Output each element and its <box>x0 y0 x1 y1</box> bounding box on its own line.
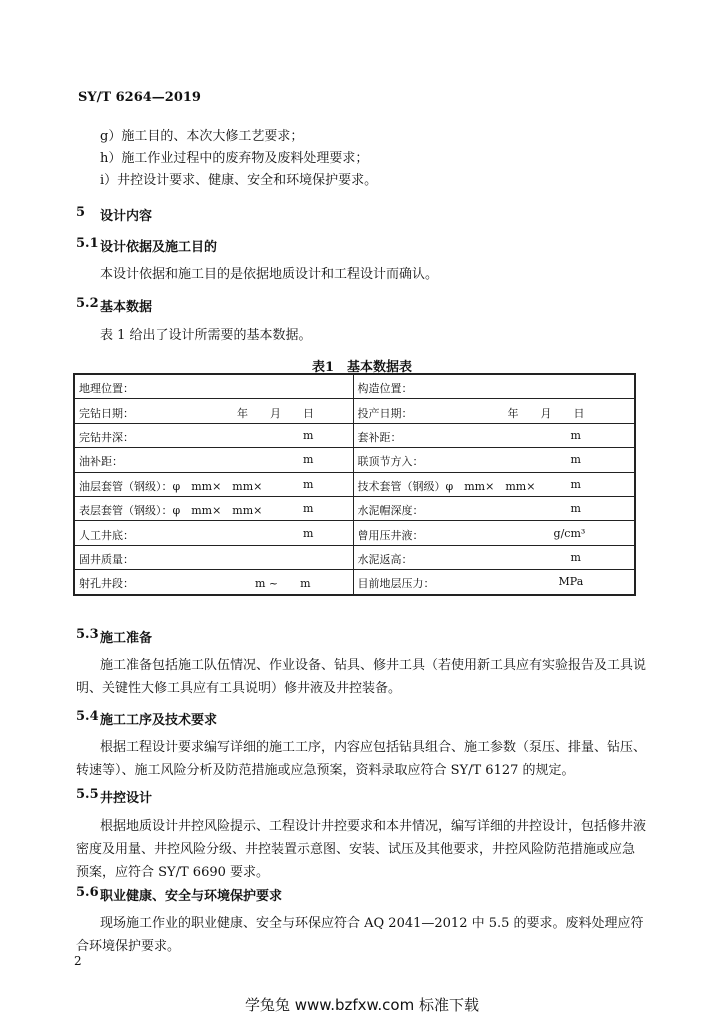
section-5-5-number: 5.5 <box>76 787 99 802</box>
section-5-1-number: 5.1 <box>76 236 99 251</box>
left-cell <box>74 570 353 595</box>
left-cell-unit: m <box>303 477 314 491</box>
left-cell-unit: m <box>303 502 314 516</box>
list-item-h: h）施工作业过程中的废弃物及废料处理要求； <box>100 151 369 166</box>
page-number: 2 <box>74 954 82 968</box>
left-cell <box>74 374 353 399</box>
right-cell-unit: MPa <box>558 575 584 589</box>
left-cell-label: 完钻日期： <box>79 406 134 420</box>
section-5-5-title: 井控设计 <box>100 791 153 806</box>
section-5-5-body: 根据地质设计井控风险提示、工程设计井控要求和本井情况，编写详细的井控设计，包括修井液密度及用量、井控风险分级、井控装置示意图、安装、试压及其他要求，井控风险防范措施或应急预案，应符合 SY/T 6690 要求。 <box>76 819 647 880</box>
right-cell <box>353 521 635 545</box>
section-5-6-body: 现场施工作业的职业健康、安全与环保应符合 AQ 2041—2012 中 5.5 的要求。废料处理应符合环境保护要求。 <box>76 916 644 954</box>
left-cell-label: 射孔井段： <box>79 577 134 591</box>
section-5-2-number: 5.2 <box>76 296 99 311</box>
table-row <box>74 570 635 595</box>
right-cell-label: 技术套管（钢级）φ mm× mm× <box>357 479 536 493</box>
right-cell-unit: m <box>570 477 581 491</box>
right-cell <box>353 423 635 447</box>
right-cell-unit: 年 月 日 <box>507 406 585 420</box>
list-item-g: g）施工目的、本次大修工艺要求； <box>100 129 304 144</box>
left-cell <box>74 399 353 423</box>
table-row <box>74 545 635 569</box>
right-cell <box>353 570 635 595</box>
left-cell <box>74 423 353 447</box>
right-cell <box>353 374 635 399</box>
right-cell-label: 水泥帽深度： <box>357 504 424 518</box>
table-row <box>74 448 635 472</box>
table-row <box>74 399 635 423</box>
left-cell-unit: m <box>303 453 314 467</box>
section-5-number: 5 <box>76 205 86 220</box>
right-cell-unit: m <box>570 428 581 442</box>
section-5-3-number: 5.3 <box>76 627 99 642</box>
right-cell-label: 投产日期： <box>357 406 413 420</box>
table-row <box>74 423 635 447</box>
right-cell-label: 构造位置： <box>357 382 413 396</box>
left-cell-label: 完钻井深： <box>79 430 134 444</box>
left-cell <box>74 448 353 472</box>
section-5-2-body: 表 1 给出了设计所需要的基本数据。 <box>100 328 312 343</box>
left-cell-label: 地理位置： <box>79 382 134 396</box>
left-cell-unit: m ~ m <box>255 577 311 591</box>
section-5-6-title: 职业健康、安全与环境保护要求 <box>100 889 283 904</box>
right-cell <box>353 496 635 520</box>
left-cell-unit: m <box>303 428 314 442</box>
section-5-3-body: 施工准备包括施工队伍情况、作业设备、钻具、修井工具（若使用新工具应有实验报告及工具说明、关键性大修工具应有工具说明）修井液及井控装备。 <box>76 658 647 696</box>
right-cell-unit: g/cm³ <box>553 526 586 540</box>
right-cell <box>353 399 635 423</box>
section-5-1-title: 设计依据及施工目的 <box>100 240 218 255</box>
left-cell-unit: m <box>303 526 314 540</box>
footer-watermark: 学兔兔 www.bzfxw.com 标准下载 <box>245 996 479 1014</box>
right-cell-unit: m <box>570 453 581 467</box>
left-cell-label: 油层套管（钢级）：φ mm× mm× <box>79 479 263 493</box>
section-5-6-number: 5.6 <box>76 885 99 900</box>
standard-code: SY/T 6264—2019 <box>78 90 201 105</box>
right-cell <box>353 472 635 496</box>
left-cell-label: 固井质量： <box>79 552 134 566</box>
section-5-4-title: 施工工序及技术要求 <box>100 713 218 728</box>
table-row <box>74 496 635 520</box>
list-item-i: i）井控设计要求、健康、安全和环境保护要求。 <box>100 173 378 188</box>
section-5-4-body: 根据工程设计要求编写详细的施工工序，内容应包括钻具组合、施工参数（泵压、排量、钻压、转速等）、施工风险分析及防范措施或应急预案，资料录取应符合 SY/T 6127 的规定。 <box>76 740 647 778</box>
right-cell-unit: m <box>570 550 581 564</box>
section-5-4-number: 5.4 <box>76 709 99 724</box>
right-cell-label: 联顶节方入： <box>357 455 424 469</box>
right-cell <box>353 545 635 569</box>
left-cell-label: 油补距： <box>79 455 123 469</box>
right-cell-label: 目前地层压力： <box>357 577 435 591</box>
section-5-title: 设计内容 <box>100 209 153 224</box>
right-cell-unit: m <box>570 502 581 516</box>
table-title: 表1 基本数据表 <box>311 360 413 375</box>
right-cell-label: 套补距： <box>357 430 402 444</box>
left-cell-label: 表层套管（钢级）：φ mm× mm× <box>79 504 263 518</box>
table-row <box>74 374 635 399</box>
left-cell <box>74 545 353 569</box>
table-row <box>74 472 635 496</box>
section-5-1-body: 本设计依据和施工目的是依据地质设计和工程设计而确认。 <box>100 267 439 282</box>
left-cell-label: 人工井底： <box>79 528 134 542</box>
right-cell-label: 曾用压井液： <box>357 528 424 542</box>
table-row <box>74 521 635 545</box>
left-cell <box>74 472 353 496</box>
section-5-3-title: 施工准备 <box>100 631 153 646</box>
left-cell <box>74 521 353 545</box>
right-cell-label: 水泥返高： <box>357 552 413 566</box>
section-5-2-title: 基本数据 <box>100 300 153 315</box>
left-cell-unit: 年 月 日 <box>237 406 314 420</box>
left-cell <box>74 496 353 520</box>
right-cell <box>353 448 635 472</box>
basic-data-table <box>73 373 636 596</box>
